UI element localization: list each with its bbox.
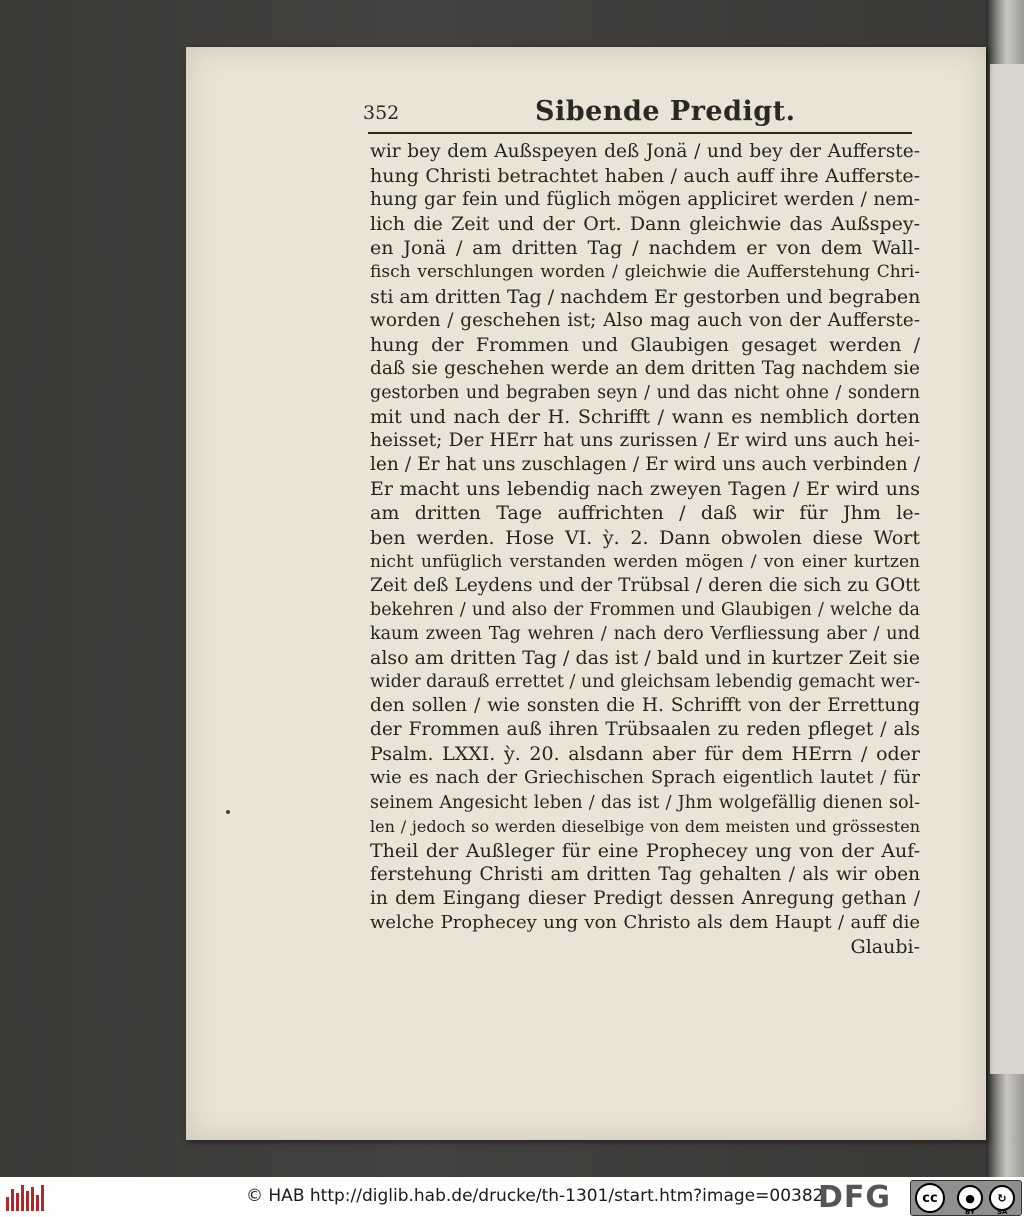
dfg-logo[interactable]: DFG	[818, 1180, 892, 1215]
page-header	[363, 98, 911, 134]
text-line: mit und nach der H. Schrifft / wann es nemblich dorten	[370, 406, 920, 429]
source-url[interactable]: © HAB http://diglib.hab.de/drucke/th-1301/start.htm?image=00382	[246, 1186, 824, 1206]
by-attribution-icon: ●	[957, 1185, 983, 1211]
text-line: wie es nach der Griechischen Sprach eigentlich lautet / für	[370, 767, 920, 789]
text-line: nicht unfüglich verstanden werden mögen / von einer kurtzen	[370, 551, 920, 572]
text-line: ferstehung Christi am dritten Tag gehalten / als wir oben	[370, 863, 920, 885]
hab-logo-icon[interactable]	[6, 1183, 46, 1211]
text-line: Theil der Außleger für eine Prophecey ung von der Auf-	[370, 839, 920, 862]
text-line: hung der Frommen und Glaubigen gesaget werden /	[370, 333, 920, 356]
body-text	[370, 140, 920, 959]
by-label: BY	[965, 1208, 976, 1216]
text-line: Zeit deß Leydens und der Trübsal / deren die sich zu GOtt	[370, 574, 920, 596]
text-line: heisset; Der HErr hat uns zurissen / Er wird uns auch hei-	[370, 430, 920, 452]
page-number: 352	[363, 102, 400, 124]
text-line: seinem Angesicht leben / das ist / Jhm wolgefällig dienen sol-	[370, 792, 920, 813]
text-line: der Frommen auß ihren Trübsaalen zu reden pfleget / als	[370, 719, 920, 741]
text-line: hung gar fein und füglich mögen appliciret werden / nem-	[370, 189, 920, 211]
text-line: am dritten Tage auffrichten / daß wir für Jhm le-	[370, 502, 920, 525]
text-line: fisch verschlungen worden / gleichwie die Aufferstehung Chri-	[370, 262, 920, 283]
text-line: daß sie geschehen werde an dem dritten Tag nachdem sie	[370, 357, 920, 379]
text-line: len / jedoch so werden dieselbige von dem meisten und grössesten	[370, 816, 920, 836]
text-line: ben werden. Hose VI. ỳ. 2. Dann obwolen diese Wort	[370, 526, 920, 549]
text-line: welche Prophecey ung von Christo als dem Haupt / auff die	[370, 912, 920, 933]
text-line: kaum zween Tag wehren / nach dero Verfliessung aber / und	[370, 623, 920, 644]
sa-label: SA	[997, 1208, 1008, 1216]
text-line: Glaubi-	[850, 936, 920, 959]
adjacent-page-strip	[990, 64, 1024, 1074]
text-line: en Jonä / am dritten Tag / nachdem er von dem Wall-	[370, 237, 920, 260]
text-line: worden / geschehen ist; Also mag auch von der Aufferste-	[370, 309, 920, 331]
text-line: Er macht uns lebendig nach zweyen Tagen / Er wird uns	[370, 478, 920, 501]
text-line: sti am dritten Tag / nachdem Er gestorben und begraben	[370, 285, 921, 308]
text-line: Psalm. LXXI. ỳ. 20. alsdann aber für dem HErrn / oder	[370, 743, 920, 766]
text-line: den sollen / wie sonsten die H. Schrifft von der Errettung	[370, 695, 920, 717]
text-line: wir bey dem Außspeyen deß Jonä / und bey der Aufferste-	[370, 141, 920, 162]
text-line: in dem Eingang dieser Predigt dessen Anregung gethan /	[370, 887, 920, 909]
share-alike-icon: ↻	[989, 1185, 1015, 1211]
text-line: bekehren / und also der Frommen und Glaubigen / welche da	[370, 599, 920, 620]
footer-bar	[0, 1177, 1024, 1217]
margin-mark	[226, 810, 230, 814]
text-line: gestorben und begraben seyn / und das nicht ohne / sondern	[370, 382, 920, 403]
cc-icon: cc	[915, 1183, 945, 1213]
text-line: also am dritten Tag / das ist / bald und in kurtzer Zeit sie	[370, 646, 920, 669]
text-line: lich die Zeit und der Ort. Dann gleichwie das Außspey-	[370, 213, 920, 236]
text-line: wider darauß errettet / und gleichsam lebendig gemacht wer-	[370, 672, 920, 693]
cc-license-badge[interactable]	[910, 1180, 1022, 1216]
running-title: Sibende Predigt.	[535, 96, 796, 127]
text-line: len / Er hat uns zuschlagen / Er wird uns auch verbinden /	[370, 454, 920, 476]
text-line: hung Christi betrachtet haben / auch auff ihre Aufferste-	[370, 165, 920, 188]
header-rule	[368, 132, 912, 134]
